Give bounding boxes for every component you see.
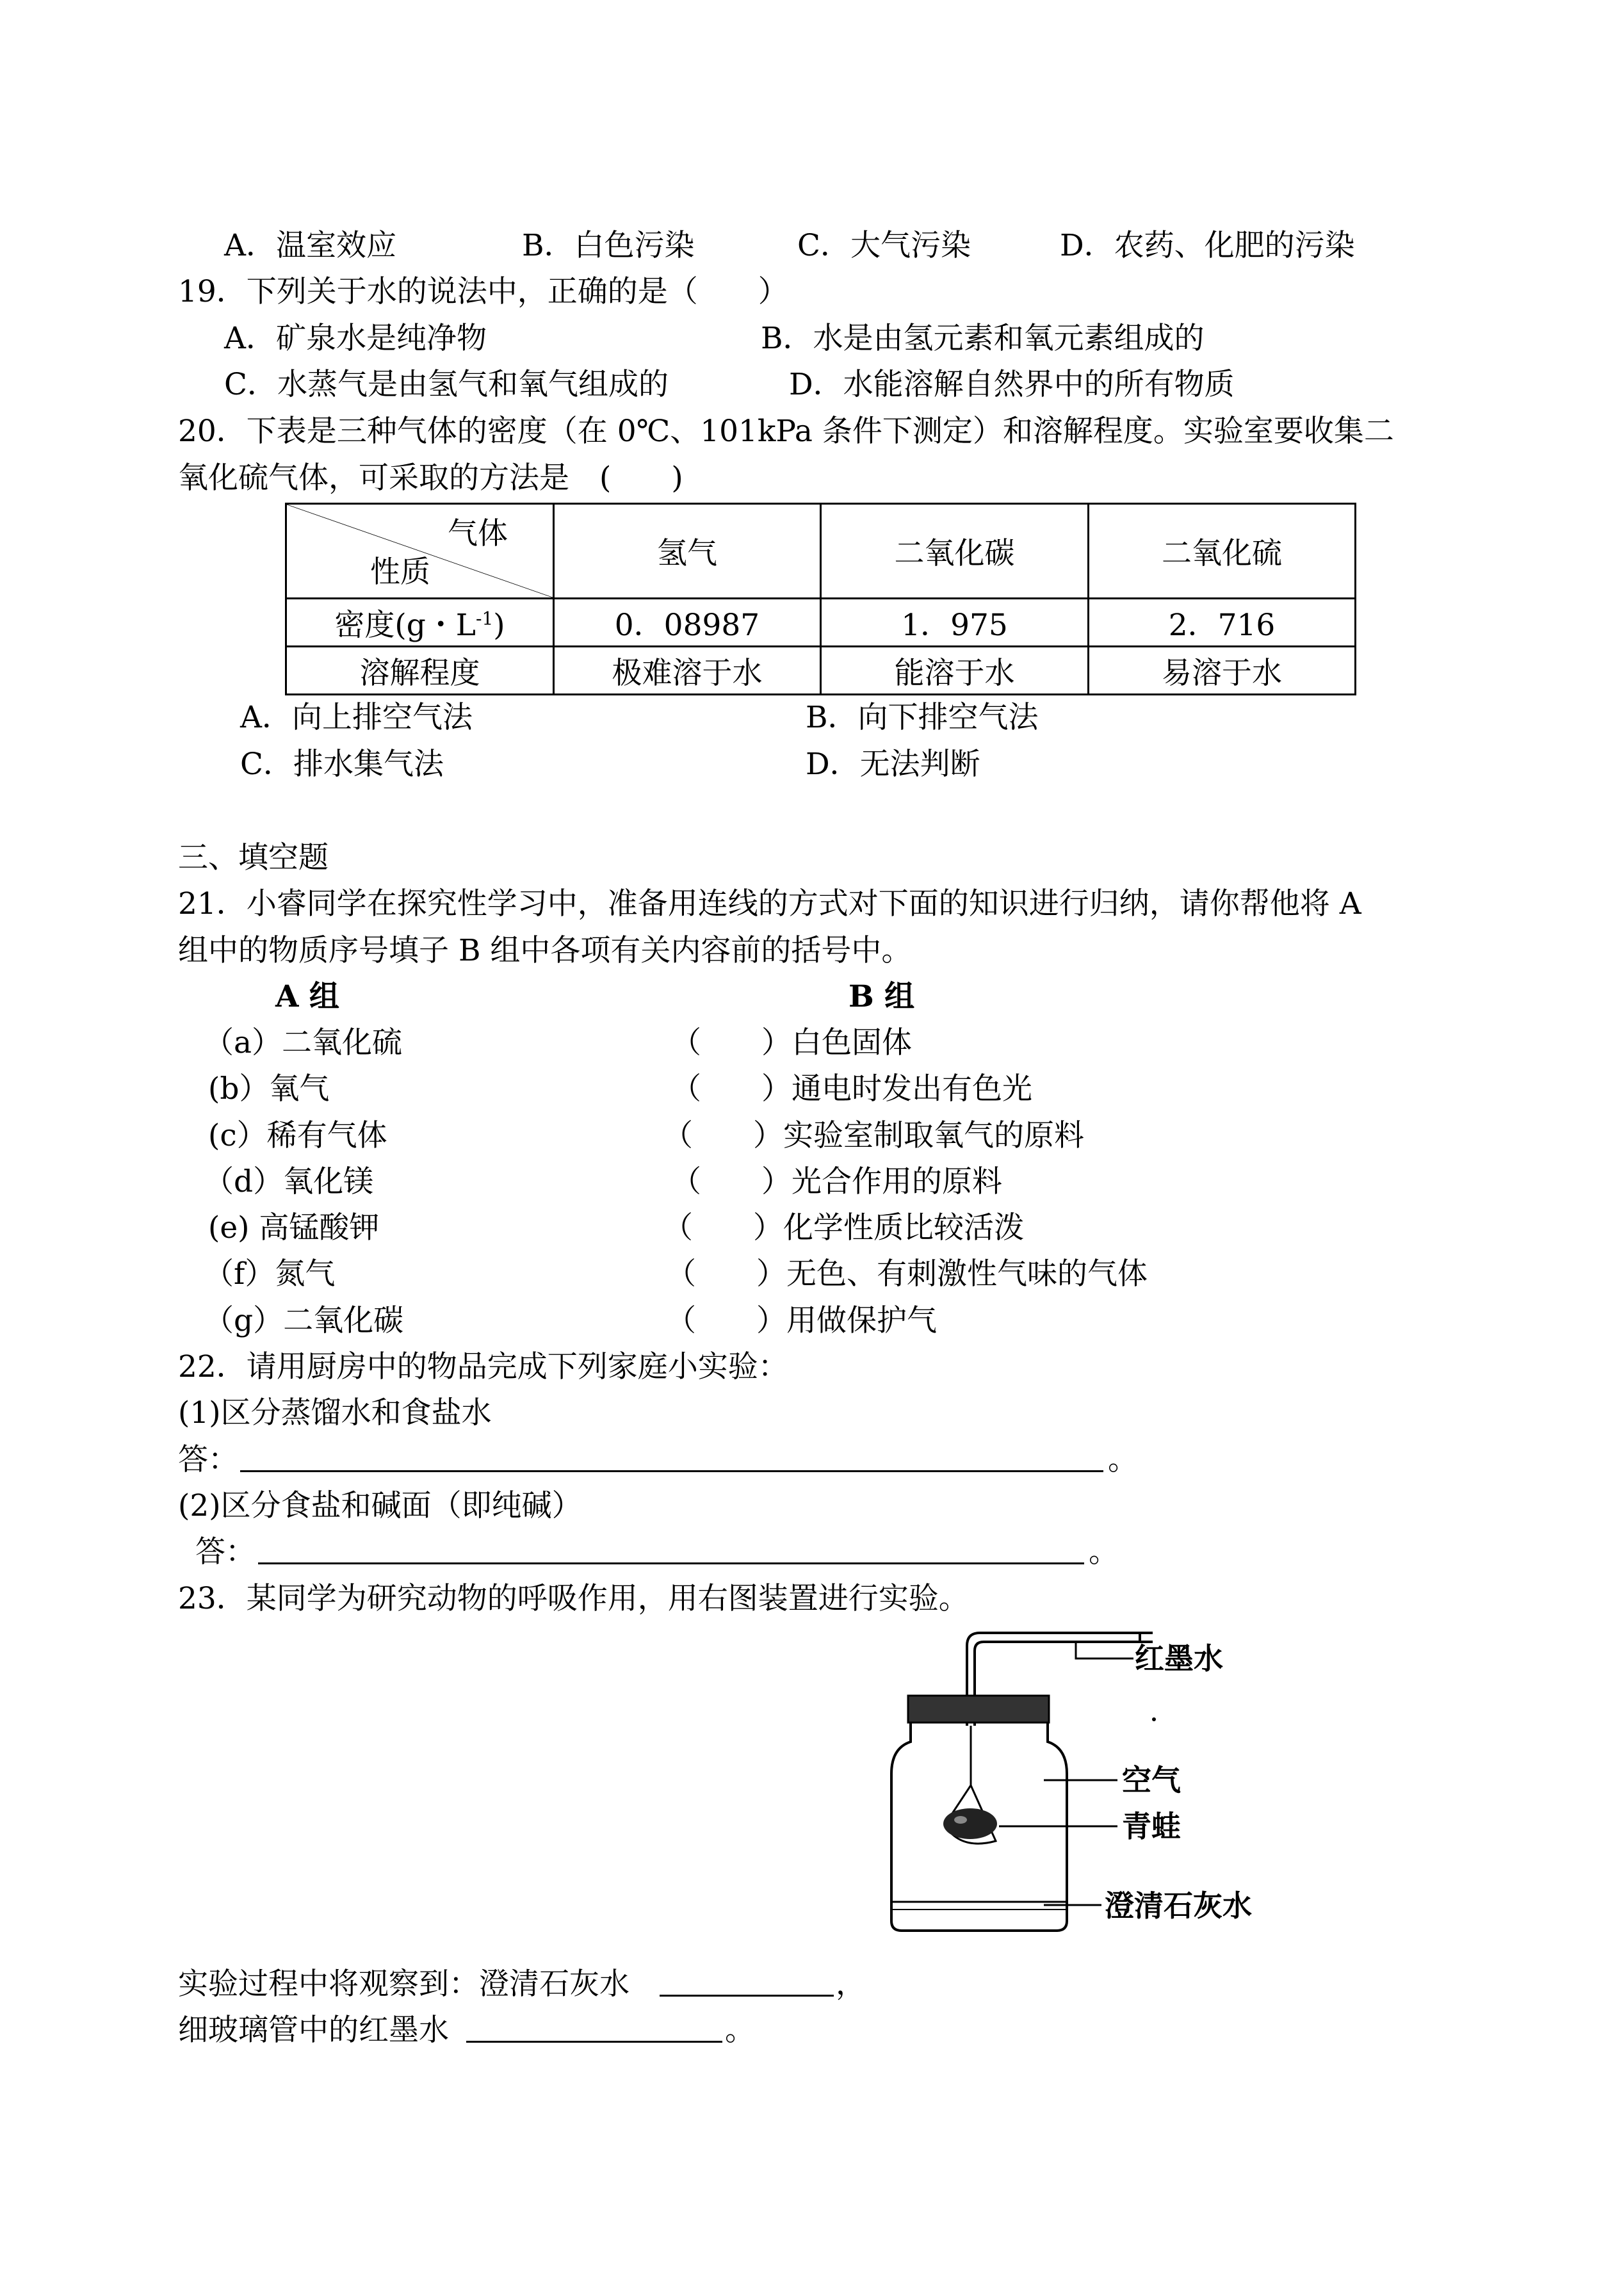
table-diagonal-header (286, 504, 554, 599)
group-b-item: （ ）通电时发出有色光 (671, 1071, 1032, 1107)
q23-observation-2: 细玻璃管中的红墨水 (178, 2013, 449, 2048)
q22-answer-label-1: 答： (178, 1442, 238, 1477)
group-b-item: （ ）用做保护气 (666, 1303, 937, 1338)
q20-option-c: C．排水集气法 (240, 747, 444, 782)
header-hydrogen: 氢气 (554, 504, 821, 599)
group-a-item: （d）氧化镁 (204, 1164, 374, 1199)
q23-observation-1: 实验过程中将观察到：澄清石灰水 (178, 1967, 629, 2002)
q23-answer-line-1[interactable] (660, 1995, 834, 1997)
q18-option-b: B．白色污染 (522, 228, 695, 263)
label-red-ink: 红墨水 (1135, 1641, 1223, 1676)
group-b-item: （ ）实验室制取氧气的原料 (663, 1118, 1084, 1153)
group-a-item: (b）氧气 (208, 1071, 330, 1107)
label-air: 空气 (1122, 1763, 1181, 1797)
group-a-item: （a）二氧化硫 (204, 1025, 403, 1060)
q23-observation-2-end: 。 (725, 2013, 755, 2048)
q22-end-1: 。 (1108, 1442, 1138, 1477)
q18-option-c: C．大气污染 (797, 228, 971, 263)
group-b-item: （ ）白色固体 (671, 1025, 912, 1060)
solubility-hydrogen: 极难溶于水 (554, 647, 821, 695)
q19-option-b: B．水是由氢元素和氧元素组成的 (761, 321, 1205, 356)
group-b-item: （ ）光合作用的原料 (671, 1164, 1002, 1199)
q23-answer-line-2[interactable] (466, 2041, 722, 2043)
q19-option-c: C．水蒸气是由氢气和氧气组成的 (224, 367, 669, 402)
pointer-line-ink (1076, 1642, 1133, 1658)
q22-end-2: 。 (1089, 1534, 1119, 1569)
density-carbon-dioxide: 1．975 (821, 599, 1089, 647)
group-a-item: （g）二氧化碳 (204, 1303, 404, 1338)
q20-stem-line2: 氧化硫气体，可采取的方法是 ( ) (178, 460, 683, 496)
group-a-heading: A 组 (275, 979, 339, 1014)
solubility-sulfur-dioxide: 易溶于水 (1089, 647, 1356, 695)
header-sulfur-dioxide: 二氧化硫 (1089, 504, 1356, 599)
density-row-label: 密度(g・$L^{-1}$) (286, 599, 554, 647)
density-sulfur-dioxide: 2．716 (1089, 599, 1356, 647)
group-b-item: （ ）无色、有刺激性气味的气体 (666, 1256, 1148, 1292)
label-frog: 青蛙 (1122, 1809, 1181, 1844)
solubility-carbon-dioxide: 能溶于水 (821, 647, 1089, 695)
q20-option-b: B．向下排空气法 (806, 700, 1039, 735)
group-b-item: （ ）化学性质比较活泼 (663, 1210, 1024, 1245)
q22-part1: (1)区分蒸馏水和食盐水 (178, 1395, 492, 1431)
q20-option-a: A．向上排空气法 (240, 700, 473, 735)
header-property-label: 性质 (370, 555, 430, 590)
frog (943, 1808, 997, 1839)
q23-observation-1-end: ， (836, 1967, 866, 2002)
q22-answer-line-2[interactable] (258, 1562, 1084, 1564)
header-carbon-dioxide: 二氧化碳 (821, 504, 1089, 599)
section-title: 三、填空题 (178, 840, 329, 875)
density-hydrogen: 0．08987 (554, 599, 821, 647)
q22-answer-line-1[interactable] (240, 1470, 1103, 1472)
q20-option-d: D．无法判断 (806, 747, 980, 782)
q22-part2: (2)区分食盐和碱面（即纯碱） (178, 1488, 582, 1523)
group-a-item: (c）稀有气体 (208, 1118, 387, 1153)
q22-stem: 22．请用厨房中的物品完成下列家庭小实验： (178, 1349, 788, 1384)
q21-stem-line2: 组中的物质序号填子 B 组中各项有关内容前的括号中。 (178, 933, 912, 968)
q20-stem-line1: 20．下表是三种气体的密度（在 0℃、101kPa 条件下测定）和溶解程度。实验室要收集二 (178, 414, 1394, 449)
q18-option-a: A．温室效应 (224, 228, 396, 263)
group-a-item: （f）氮气 (204, 1256, 336, 1292)
q19-option-a: A．矿泉水是纯净物 (224, 321, 487, 356)
q18-option-d: D．农药、化肥的污染 (1060, 228, 1355, 263)
q23-stem: 23．某同学为研究动物的呼吸作用，用右图装置进行实验。 (178, 1581, 969, 1616)
q21-stem-line1: 21．小睿同学在探究性学习中，准备用连线的方式对下面的知识进行归纳，请你帮他将 A (178, 886, 1361, 921)
group-a-item: (e) 高锰酸钾 (208, 1210, 380, 1245)
q22-answer-label-2: 答： (195, 1534, 256, 1569)
header-gas-label: 气体 (448, 516, 508, 551)
label-limewater: 澄清石灰水 (1105, 1888, 1252, 1923)
solubility-row-label: 溶解程度 (286, 647, 554, 695)
q19-stem: 19．下列关于水的说法中，正确的是（ ） (178, 274, 788, 309)
frog-respiration-apparatus-figure (884, 1620, 1281, 1953)
gas-properties-table (285, 503, 1356, 695)
stopper (908, 1696, 1049, 1723)
q19-option-d: D．水能溶解自然界中的所有物质 (789, 367, 1235, 402)
group-b-heading: B 组 (849, 979, 915, 1014)
